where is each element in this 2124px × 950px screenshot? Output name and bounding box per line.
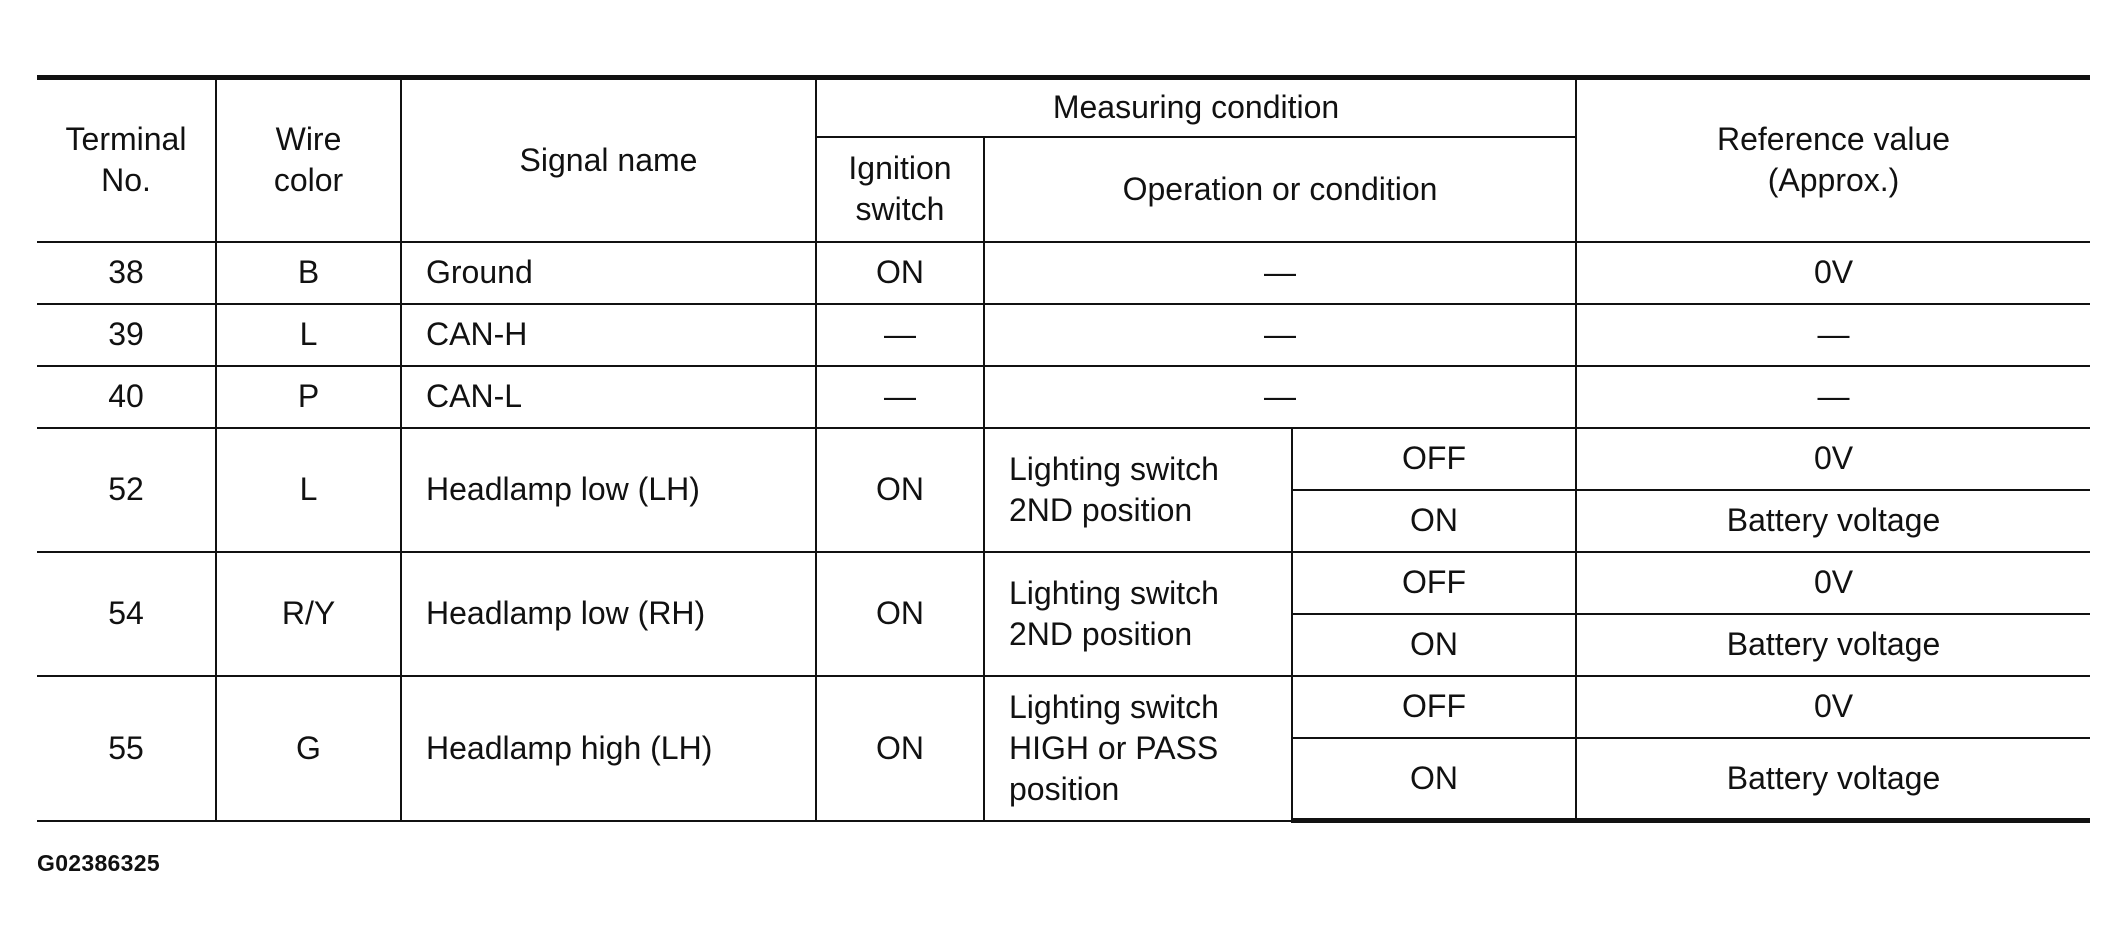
ignition-switch-cell: ON xyxy=(816,242,984,304)
ignition-switch-cell: — xyxy=(816,304,984,366)
reference-value-cell: 0V xyxy=(1576,676,2090,738)
terminal-cell: 52 xyxy=(37,428,216,552)
header-ignition-switch: Ignition switch xyxy=(816,137,984,242)
terminal-cell: 54 xyxy=(37,552,216,676)
state-cell: ON xyxy=(1292,738,1576,821)
ignition-switch-cell: ON xyxy=(816,676,984,821)
condition-label-cell: Lighting switch 2ND position xyxy=(984,552,1292,676)
operation-cell: — xyxy=(984,242,1576,304)
wire-color-cell: L xyxy=(216,304,401,366)
reference-value-cell: 0V xyxy=(1576,552,2090,614)
state-cell: OFF xyxy=(1292,676,1576,738)
table-row xyxy=(37,366,2090,428)
header-terminal-no: Terminal No. xyxy=(37,78,216,242)
table-row xyxy=(37,304,2090,366)
reference-value-cell: — xyxy=(1576,304,2090,366)
state-cell: ON xyxy=(1292,614,1576,676)
ignition-switch-cell: — xyxy=(816,366,984,428)
header-wire-color: Wire color xyxy=(216,78,401,242)
ignition-switch-cell: ON xyxy=(816,552,984,676)
terminal-reference-table-container xyxy=(37,75,2090,823)
terminal-cell: 39 xyxy=(37,304,216,366)
table-row xyxy=(37,428,2090,490)
reference-value-cell: — xyxy=(1576,366,2090,428)
terminal-cell: 55 xyxy=(37,676,216,821)
signal-name-cell: Ground xyxy=(401,242,816,304)
signal-name-cell: Headlamp low (RH) xyxy=(401,552,816,676)
terminal-cell: 40 xyxy=(37,366,216,428)
state-cell: ON xyxy=(1292,490,1576,552)
header-signal-name: Signal name xyxy=(401,78,816,242)
table-row xyxy=(37,552,2090,614)
signal-name-cell: CAN-L xyxy=(401,366,816,428)
wire-color-cell: B xyxy=(216,242,401,304)
figure-code: G02386325 xyxy=(37,850,160,876)
header-measuring-condition: Measuring condition xyxy=(816,78,1576,137)
reference-value-cell: 0V xyxy=(1576,242,2090,304)
table-row xyxy=(37,242,2090,304)
state-cell: OFF xyxy=(1292,552,1576,614)
wire-color-cell: L xyxy=(216,428,401,552)
wire-color-cell: P xyxy=(216,366,401,428)
ignition-switch-cell: ON xyxy=(816,428,984,552)
table-row xyxy=(37,676,2090,738)
reference-value-cell: Battery voltage xyxy=(1576,614,2090,676)
signal-name-cell: CAN-H xyxy=(401,304,816,366)
terminal-reference-table xyxy=(37,75,2090,823)
wire-color-cell: R/Y xyxy=(216,552,401,676)
operation-cell: — xyxy=(984,304,1576,366)
condition-label-cell: Lighting switch HIGH or PASS position xyxy=(984,676,1292,821)
reference-value-cell: Battery voltage xyxy=(1576,490,2090,552)
operation-cell: — xyxy=(984,366,1576,428)
terminal-cell: 38 xyxy=(37,242,216,304)
reference-value-cell: Battery voltage xyxy=(1576,738,2090,821)
condition-label-cell: Lighting switch 2ND position xyxy=(984,428,1292,552)
reference-value-cell: 0V xyxy=(1576,428,2090,490)
wire-color-cell: G xyxy=(216,676,401,821)
signal-name-cell: Headlamp low (LH) xyxy=(401,428,816,552)
signal-name-cell: Headlamp high (LH) xyxy=(401,676,816,821)
header-operation-or-condition: Operation or condition xyxy=(984,137,1576,242)
state-cell: OFF xyxy=(1292,428,1576,490)
header-row-1 xyxy=(37,78,2090,137)
header-reference-value: Reference value (Approx.) xyxy=(1576,78,2090,242)
